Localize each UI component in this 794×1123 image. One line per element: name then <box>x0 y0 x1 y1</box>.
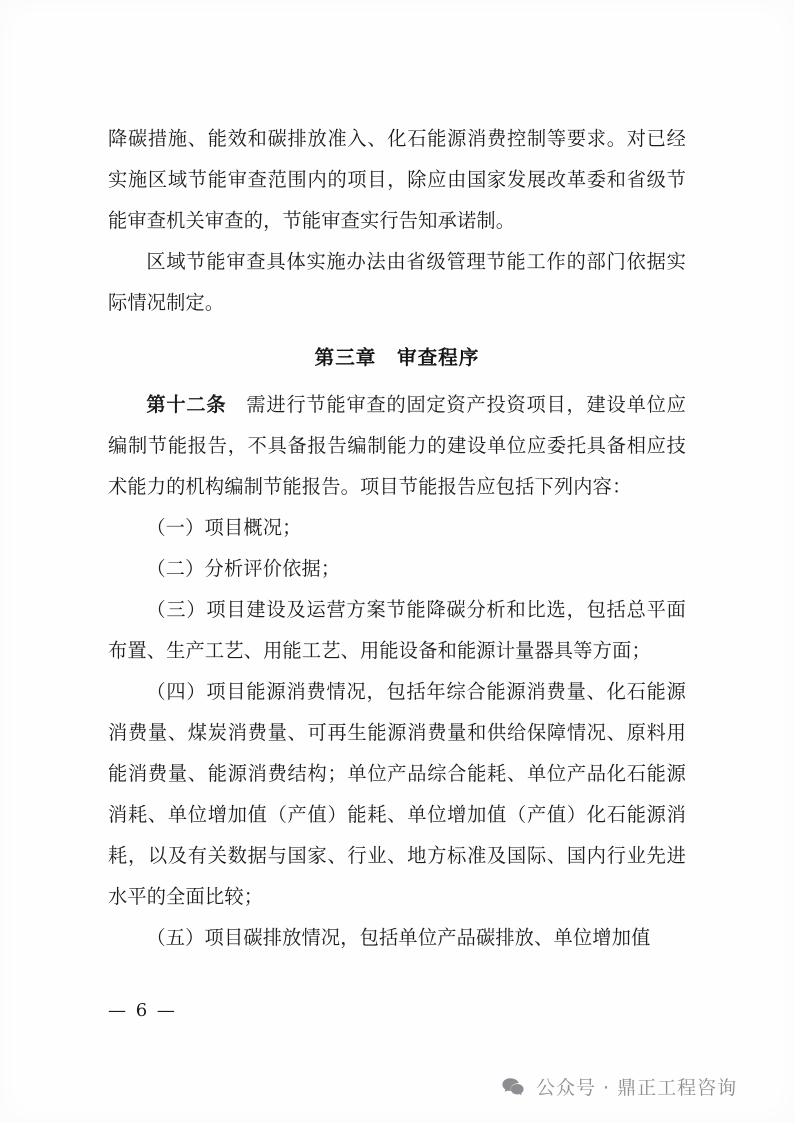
article-twelve <box>108 384 686 507</box>
watermark-text: 公众号 · 鼎正工程咨询 <box>536 1077 738 1099</box>
list-item-2: （二）分析评价依据； <box>146 557 341 580</box>
list-item-5: （五）项目碳排放情况，包括单位产品碳排放、单位增加值 <box>146 926 651 949</box>
paragraph-continuation: 降碳措施、能效和碳排放准入、化石能源消费控制等要求。对已经实施区域节能审查范围内的项目，除应由国家发展改革委和省级节能审查机关审查的，节能审查实行告知承诺制。 <box>108 127 686 232</box>
paragraph-regional-review: 区域节能审查具体实施办法由省级管理节能工作的部门依据实际情况制定。 <box>108 250 686 314</box>
article-number: 第十二条 <box>146 393 227 416</box>
page-number: — 6 — <box>108 1000 177 1021</box>
page-body <box>108 118 686 958</box>
article-body: 需进行节能审查的固定资产投资项目，建设单位应编制节能报告，不具备报告编制能力的建设单位应委托具备相应技术能力的机构编制节能报告。项目节能报告应包括下列内容： <box>108 393 686 498</box>
list-item-1: （一）项目概况； <box>146 516 302 539</box>
list-item-3: （三）项目建设及运营方案节能降碳分析和比选，包括总平面布置、生产工艺、用能工艺、用能设备和能源计量器具等方面； <box>108 598 686 662</box>
watermark <box>500 1073 737 1100</box>
wechat-official-account-icon <box>500 1074 526 1100</box>
chapter-heading: 第三章 审查程序 <box>314 346 480 369</box>
list-item-4: （四）项目能源消费情况，包括年综合能源消费量、化石能源消费量、煤炭消费量、可再生能源消费量和供给保障情况、原料用能消费量、能源消费结构；单位产品综合能耗、单位产品化石能源消耗、单位增加值（产值）能耗、单位增加值（产值）化石能源消耗，以及有关数据与国家、行业、地方标准及国际、国内行业先进水平的全面比较； <box>108 680 686 908</box>
